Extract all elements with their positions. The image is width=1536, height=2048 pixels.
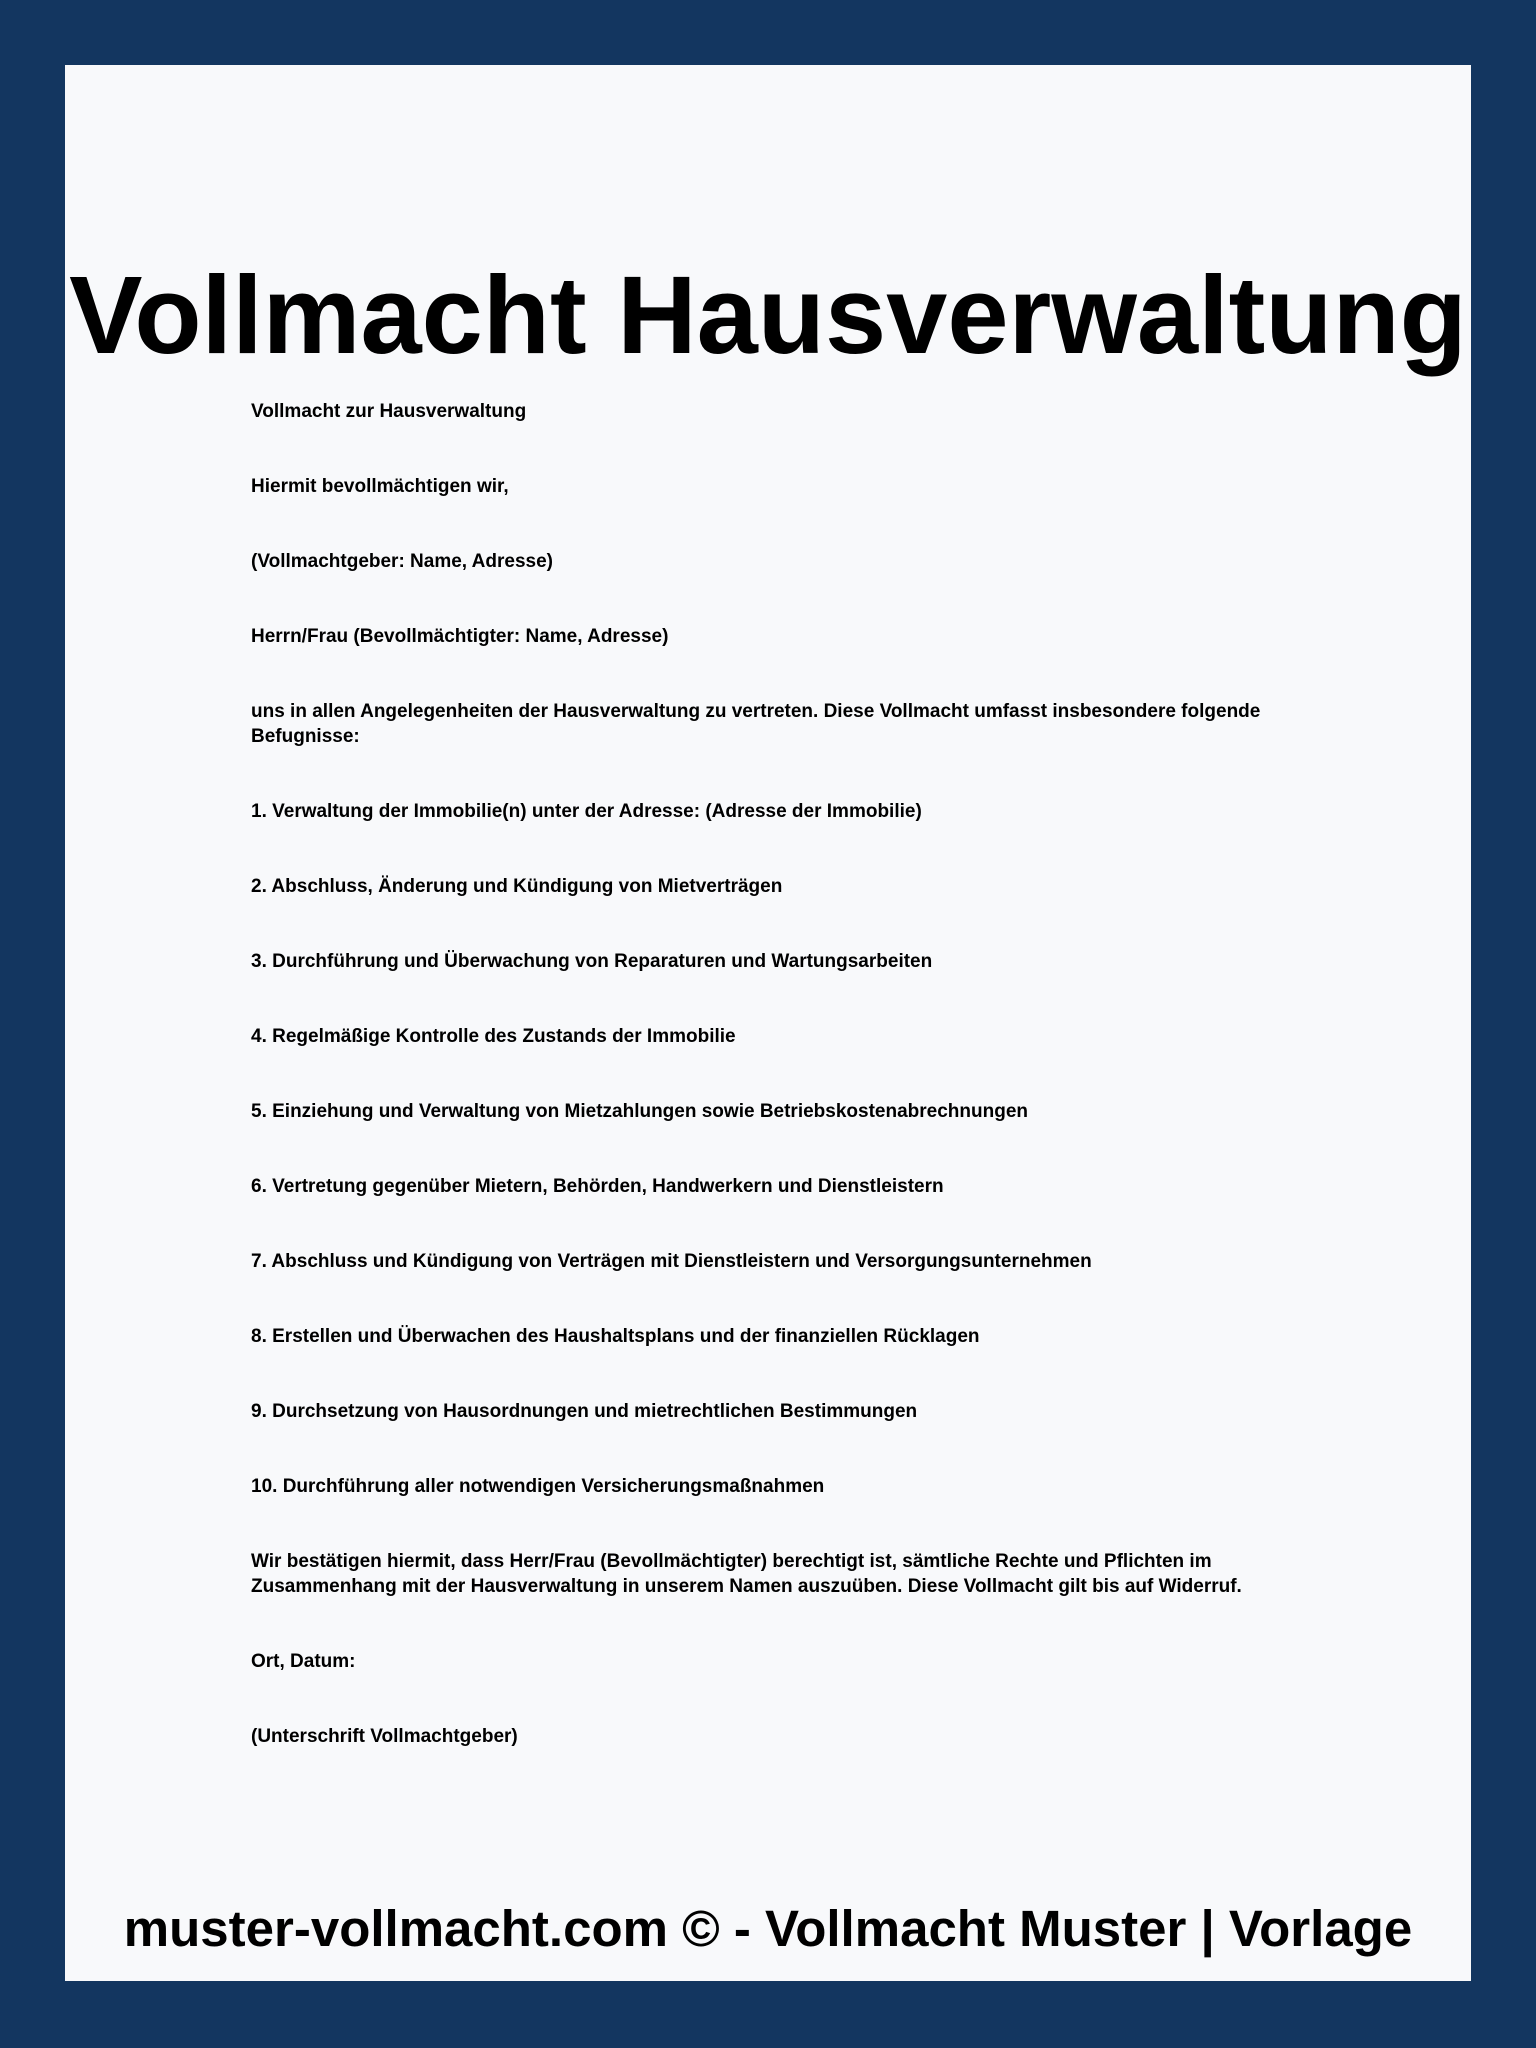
list-item: 2. Abschluss, Änderung und Kündigung von Mietverträgen [251, 876, 783, 897]
list-item: 9. Durchsetzung von Hausordnungen und mietrechtlichen Bestimmungen [251, 1401, 918, 1422]
heading-paragraph: Vollmacht zur Hausverwaltung [251, 401, 527, 422]
scope-paragraph: uns in allen Angelegenheiten der Hausverwaltung zu vertreten. Diese Vollmacht umfasst insbesondere folgende Befugnisse: [251, 701, 1261, 747]
list-item: 10. Durchführung aller notwendigen Versicherungsmaßnahmen [251, 1476, 825, 1497]
list-item: 7. Abschluss und Kündigung von Verträgen mit Dienstleistern und Versorgungsunternehmen [251, 1251, 1092, 1272]
list-item: 1. Verwaltung der Immobilie(n) unter der Adresse: (Adresse der Immobilie) [251, 801, 922, 822]
list-item: 3. Durchführung und Überwachung von Reparaturen und Wartungsarbeiten [251, 951, 933, 972]
list-item: 6. Vertretung gegenüber Mietern, Behörden, Handwerkern und Dienstleistern [251, 1176, 944, 1197]
confirmation-paragraph: Wir bestätigen hiermit, dass Herr/Frau (Bevollmächtigter) berechtigt ist, sämtliche Rechte und Pflichten im Zusammenhang mit der Hausverwaltung in unserem Namen auszuüben. Diese Vollmacht gilt bis auf Widerruf. [251, 1551, 1242, 1597]
intro-paragraph: Hiermit bevollmächtigen wir, [251, 476, 509, 497]
grantor-placeholder: (Vollmachtgeber: Name, Adresse) [251, 551, 553, 572]
attorney-placeholder: Herrn/Frau (Bevollmächtigter: Name, Adresse) [251, 626, 669, 647]
footer-credit: muster-vollmacht.com © - Vollmacht Muster | Vorlage [123, 1900, 1413, 1957]
document-title: Vollmacht Hausverwaltung [69, 254, 1467, 377]
list-item: 5. Einziehung und Verwaltung von Mietzahlungen sowie Betriebskostenabrechnungen [251, 1101, 1028, 1122]
signature-line: (Unterschrift Vollmachtgeber) [251, 1726, 518, 1747]
document-sheet [65, 65, 1471, 1981]
place-date-line: Ort, Datum: [251, 1651, 356, 1672]
list-item: 8. Erstellen und Überwachen des Haushaltsplans und der finanziellen Rücklagen [251, 1326, 980, 1347]
list-item: 4. Regelmäßige Kontrolle des Zustands der Immobilie [251, 1026, 736, 1047]
document-body [251, 399, 1291, 1799]
